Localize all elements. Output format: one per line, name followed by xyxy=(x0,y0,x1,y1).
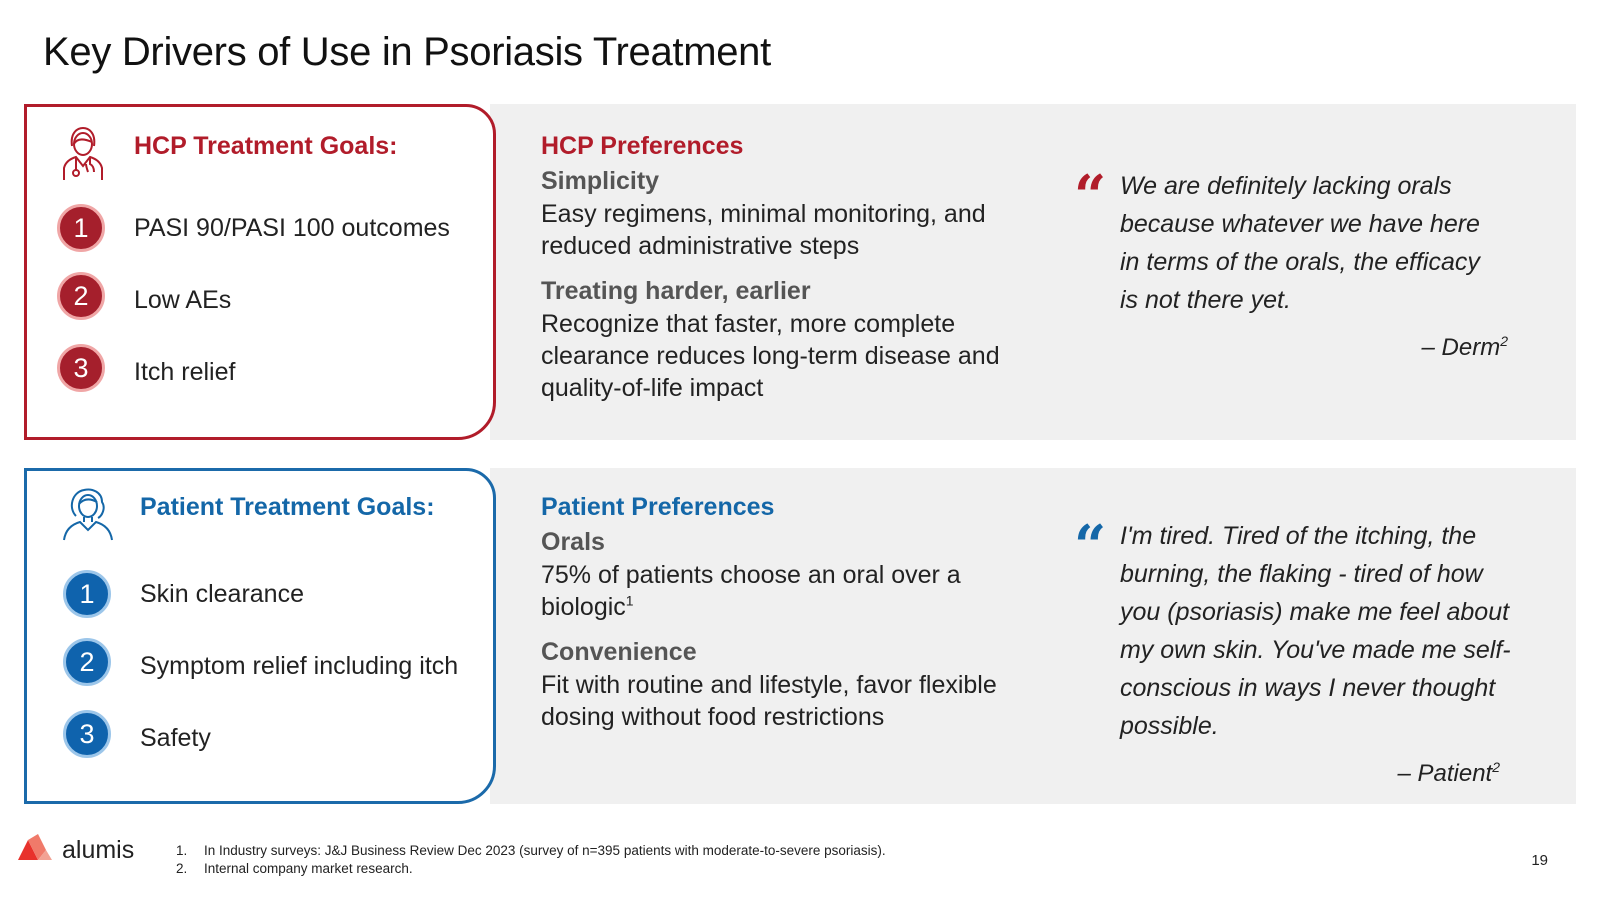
footnote-2: 2. Internal company market research. xyxy=(176,861,413,876)
footnotes xyxy=(176,842,886,878)
patient-goal-number-3: 3 xyxy=(63,710,111,758)
hcp-goal-1: PASI 90/PASI 100 outcomes xyxy=(134,214,450,242)
patient-quote: I'm tired. Tired of the itching, the burning, the flaking - tired of how you (psoriasis) make me feel about my own skin. You've made me self-conscious in ways I never thought possible. xyxy=(1120,522,1511,740)
alumis-logo-text: alumis xyxy=(62,836,135,864)
page-number: 19 xyxy=(1531,852,1548,869)
hcp-quote-mark-icon: “ xyxy=(1074,163,1107,229)
hcp-pref-text-simplicity: Easy regimens, minimal monitoring, and reduced administrative steps xyxy=(541,200,986,260)
patient-goal-1: Skin clearance xyxy=(140,580,304,608)
page-title: Key Drivers of Use in Psoriasis Treatment xyxy=(43,30,771,74)
patient-goal-number-2: 2 xyxy=(63,638,111,686)
alumis-logo-icon xyxy=(16,830,56,866)
hcp-preferences-heading: HCP Preferences xyxy=(541,132,744,160)
patient-pref-title-convenience: Convenience xyxy=(541,638,697,666)
hcp-pref-title-simplicity: Simplicity xyxy=(541,167,660,195)
hcp-pref-title-treating: Treating harder, earlier xyxy=(541,277,811,305)
patient-preferences-heading: Patient Preferences xyxy=(541,493,775,521)
hcp-goal-number-3: 3 xyxy=(57,344,105,392)
patient-pref-title-orals: Orals xyxy=(541,528,605,556)
patient-quote-mark-icon: “ xyxy=(1074,513,1107,579)
patient-pref-text-convenience: Fit with routine and lifestyle, favor flexible dosing without food restrictions xyxy=(541,671,997,731)
patient-quote-attribution: – Patient$^2$ xyxy=(1397,759,1500,787)
patient-pref-text-orals: 75% of patients choose an oral over a biologic$^1$ xyxy=(541,561,961,621)
hcp-pref-text-treating: Recognize that faster, more complete clearance reduces long-term disease and quality-of-life impact xyxy=(541,310,1000,402)
hcp-goal-3: Itch relief xyxy=(134,358,236,386)
hcp-goal-2: Low AEs xyxy=(134,286,232,314)
doctor-icon xyxy=(58,124,108,182)
footnote-1: 1. In Industry surveys: J&J Business Review Dec 2023 (survey of n=395 patients with moderate-to-severe psoriasis). xyxy=(176,843,886,858)
hcp-goal-number-2: 2 xyxy=(57,272,105,320)
hcp-goal-number-1: 1 xyxy=(57,204,105,252)
patient-goal-2: Symptom relief including itch xyxy=(140,652,459,680)
patient-icon xyxy=(62,486,114,542)
hcp-quote-attribution: – Derm$^2$ xyxy=(1421,333,1508,361)
patient-goal-number-1: 1 xyxy=(63,570,111,618)
hcp-goals-heading: HCP Treatment Goals: xyxy=(134,132,398,160)
hcp-quote: We are definitely lacking orals because whatever we have here in terms of the orals, the efficacy is not there yet. xyxy=(1120,172,1480,314)
patient-goals-heading: Patient Treatment Goals: xyxy=(140,493,435,521)
patient-goal-3: Safety xyxy=(140,724,211,752)
